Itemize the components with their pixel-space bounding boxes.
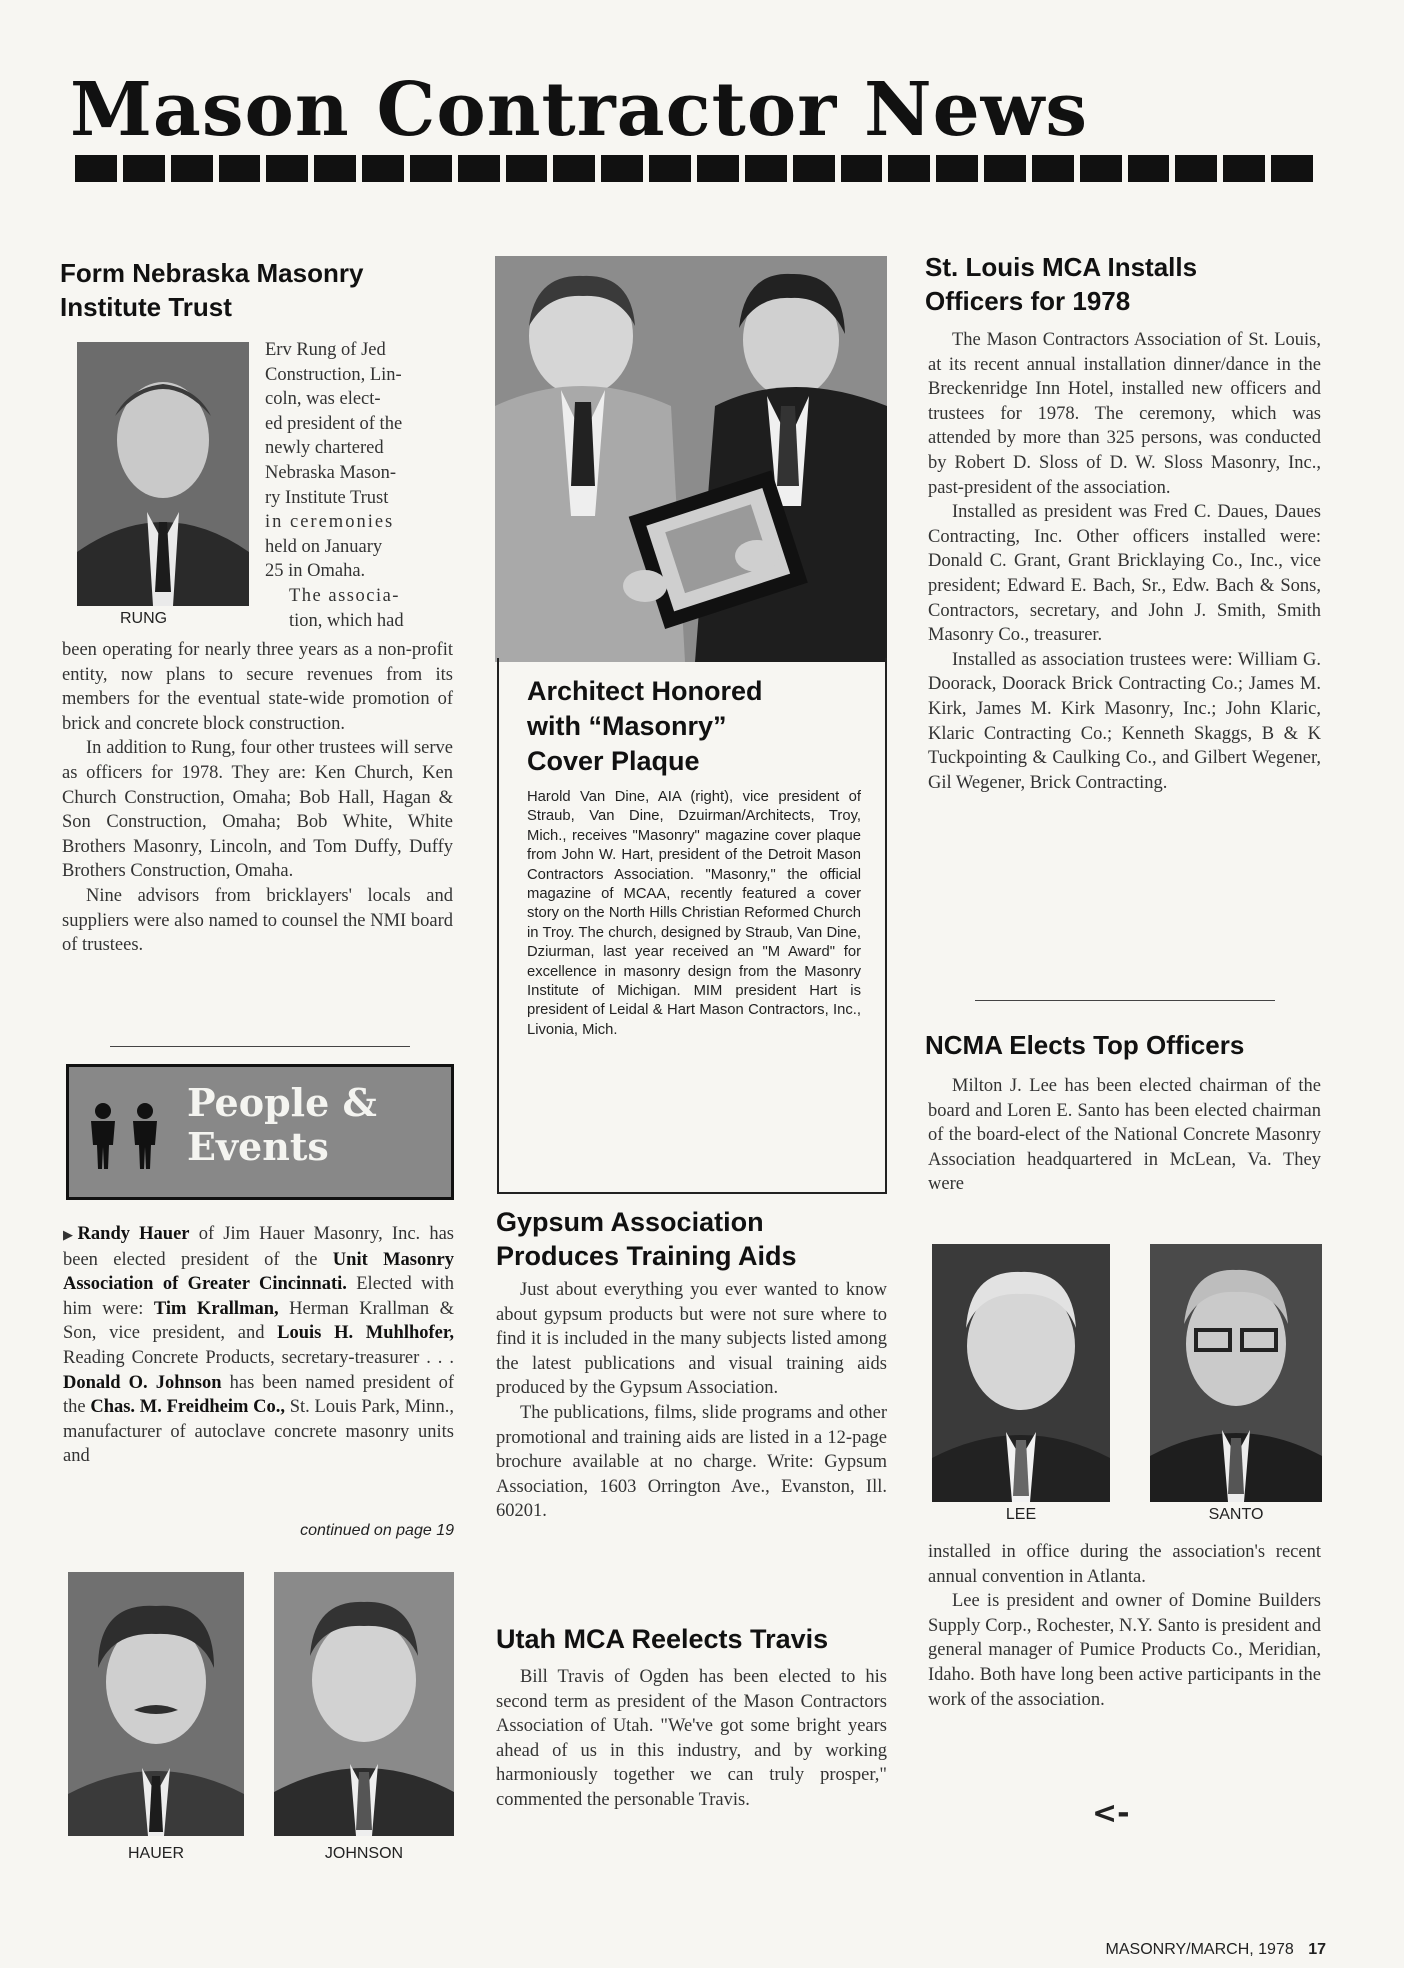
wrap-line: Nebraska Mason- (265, 462, 396, 483)
headline-line: Produces Training Aids (496, 1241, 797, 1271)
page-number: 17 (1308, 1941, 1326, 1958)
section-divider (975, 1000, 1275, 1001)
paragraph: Nine advisors from bricklayers' locals and suppliers were also named to counsel the NMI board of trustees. (62, 885, 453, 956)
title-line: Events (187, 1124, 329, 1169)
architect-body: Harold Van Dine, AIA (right), vice president of Straub, Van Dine, Dzuirman/Architects, Troy, Mich., receives "Masonry" magazine cover plaque from John W. Hart, president of the Detroit Mason Contractors Association. "Masonry," the official magazine of MCAA, recently featured a cover story on the North Hills Christian Reformed Church in Troy. The church, designed by Straub, Van Dine, Dziurman, last year received an "M Award" for excellence in masonry design from the Masonry Institute of Michigan. MIM president Hart is president of Leidal & Hart Mason Contractors, Inc., Livonia, Mich. (527, 789, 861, 1038)
text-run: Herman Krallman & Son, vice president, and (63, 1298, 454, 1344)
nebraska-headline: Form Nebraska Masonry Institute Trust (60, 258, 364, 322)
text-run: of Jim Hauer Masonry, Inc. has been elected president of the (63, 1224, 454, 1270)
nebraska-body (62, 638, 453, 958)
wrap-line: 25 in Omaha. (265, 561, 366, 582)
paragraph: been operating for nearly three years as a non-profit entity, now plans to secure revenues from its members for the eventual state-wide promotion of brick and concrete block construction. (62, 640, 453, 734)
bold-name: Tim Krallman, (153, 1298, 279, 1319)
headline-line: St. Louis MCA Installs (925, 252, 1198, 282)
santo-caption: SANTO (1208, 1506, 1264, 1523)
utah-body (496, 1665, 887, 1813)
people-events-banner (66, 1064, 454, 1200)
nebraska-wrap-text (265, 338, 453, 633)
gypsum-headline (496, 1205, 886, 1273)
section-divider (110, 1046, 410, 1047)
hauer-caption: HAUER (127, 1845, 184, 1862)
portrait-graphic (932, 1244, 1110, 1502)
wrap-line: ed president of the (265, 413, 403, 434)
portrait-graphic (77, 342, 249, 606)
lee-caption: LEE (1005, 1506, 1037, 1523)
bold-name: Unit Masonry Association of Greater Cincinnati. (63, 1249, 454, 1295)
text-run: has been named president of the (63, 1372, 454, 1418)
title-line: People & (187, 1080, 377, 1125)
rung-photo (77, 342, 249, 606)
paragraph: Milton J. Lee has been elected chairman of the board and Loren E. Santo has been elected chairman of the board-elect of the National Concrete Masonry Association headquartered in McLean, Va. They were (928, 1076, 1321, 1195)
johnson-caption: JOHNSON (324, 1845, 404, 1862)
headline-line: Officers for 1978 (925, 286, 1131, 316)
stlouis-body (928, 328, 1321, 795)
architect-award-photo (495, 256, 887, 662)
award-presentation-graphic (495, 256, 887, 662)
architect-box (497, 658, 887, 1194)
text-run: St. Louis Park, Minn., manufacturer of autoclave concrete masonry units and (63, 1397, 454, 1467)
johnson-photo (274, 1572, 454, 1836)
bold-name: Chas. M. Freidheim Co., (90, 1397, 286, 1418)
paragraph: In addition to Rung, four other trustees will serve as officers for 1978. They are: Ken Church, Ken Church Construction, Omaha; Bob Hall, Hagan & Son Construction, Omaha; Bob White, White Brothers Masonry, Lincoln, and Tom Duffy, Duffy Brothers Construction, Omaha. (62, 738, 453, 882)
gypsum-body (496, 1278, 887, 1524)
people-events-body (63, 1222, 454, 1469)
paragraph: installed in office during the association's recent annual convention in Atlanta. (928, 1542, 1321, 1587)
wrap-line: Erv Rung of Jed (265, 340, 386, 360)
headline-line: with “Masonry” (527, 711, 727, 741)
wrap-line: Construction, Lin- (265, 364, 402, 385)
rung-caption: RUNG (120, 610, 168, 627)
portrait-graphic (1150, 1244, 1322, 1502)
masthead-rule (75, 155, 1313, 182)
headline-line: Cover Plaque (527, 746, 700, 776)
masthead-title: Mason Contractor News (70, 67, 1089, 153)
headline-line: Architect Honored (527, 676, 763, 706)
continued-note: continued on page 19 (300, 1522, 454, 1539)
lee-photo (932, 1244, 1110, 1502)
wrap-line: in ceremonies (265, 512, 395, 533)
paragraph: The Mason Contractors Association of St. Louis, at its recent annual installation dinner/dance in the Breckenridge Inn Hotel, installed new officers and trustees for 1978. The ceremony, which was attended by more than 325 persons, was conducted by Robert D. Sloss of D. W. Sloss Masonry, Inc., past-president of the association. (928, 330, 1321, 498)
people-icon (83, 1101, 173, 1171)
hauer-photo (68, 1572, 244, 1836)
people-events-title (187, 1081, 377, 1169)
paragraph: Installed as president was Fred C. Daues, Daues Contracting, Inc. Other officers installed were: Donald C. Grant, Grant Bricklaying Co., Inc., vice president; Edward E. Bach, Sr., Edw. Bach & Sons, Contractors, secretary, and John J. Smith, Smith Masonry Co., treasurer. (928, 502, 1321, 646)
stlouis-headline (925, 250, 1325, 318)
wrap-line: newly chartered (265, 438, 384, 459)
wrap-line: tion, which had (289, 610, 404, 631)
paragraph: Bill Travis of Ogden has been elected to his second term as president of the Mason Contractors Association of Utah. "We've got some bright years ahead of us in this industry, and by working harmoniously together we can truly prosper," commented the personable Travis. (496, 1667, 887, 1810)
bold-name: Randy Hauer (77, 1224, 190, 1244)
text-run: Elected with him were: (63, 1274, 454, 1319)
bold-name: Louis H. Muhlhofer, (277, 1323, 455, 1344)
end-mark: <- (1092, 1796, 1130, 1831)
pointer-icon: ▶ (63, 1227, 78, 1242)
ncma-headline: NCMA Elects Top Officers (925, 1030, 1245, 1060)
headline-line: Gypsum Association (496, 1207, 764, 1237)
ncma-body-top (928, 1074, 1321, 1197)
portrait-graphic (274, 1572, 454, 1836)
bold-name: Donald O. Johnson (63, 1372, 222, 1393)
paragraph: Installed as association trustees were: William G. Doorack, Doorack Brick Contracting Co.; James M. Kirk, James M. Kirk Masonry, Inc.; John Klaric, Klaric Contracting Co.; Kenneth Skaggs, B & K Tuckpointing & Caulking Co., and Gilbert Wegener, Gil Wegener, Brick Contracting. (928, 649, 1321, 793)
ncma-body-bottom (928, 1540, 1321, 1712)
folio: MASONRY/MARCH, 1978 (1105, 1941, 1294, 1958)
paragraph: Lee is president and owner of Domine Builders Supply Corp., Rochester, N.Y. Santo is president and general manager of Pumice Products Co., Meridian, Idaho. Both have long been active participants in the work of the association. (928, 1591, 1321, 1710)
page-footer (980, 1940, 1326, 1960)
architect-headline (527, 674, 877, 779)
wrap-line: ry Institute Trust (265, 487, 389, 508)
paragraph: Just about everything you ever wanted to know about gypsum products but were not sure where to find it is included in the many subjects listed among the latest publications and visual training aids produced by the Gypsum Association. (496, 1280, 887, 1399)
paragraph: The publications, films, slide programs and other promotional and training aids are listed in a 12-page brochure available at no charge. Write: Gypsum Association, 1603 Orrington Ave., Evanston, Ill. 60201. (496, 1402, 887, 1522)
portrait-graphic (68, 1572, 244, 1836)
paragraph (63, 1222, 454, 1469)
wrap-line: The associa- (289, 585, 400, 606)
santo-photo (1150, 1244, 1322, 1502)
wrap-line: held on January (265, 536, 383, 557)
text-run: Reading Concrete Products, secretary-treasurer . . . (63, 1347, 454, 1368)
utah-headline: Utah MCA Reelects Travis (496, 1624, 829, 1654)
wrap-line: coln, was elect- (265, 389, 381, 410)
